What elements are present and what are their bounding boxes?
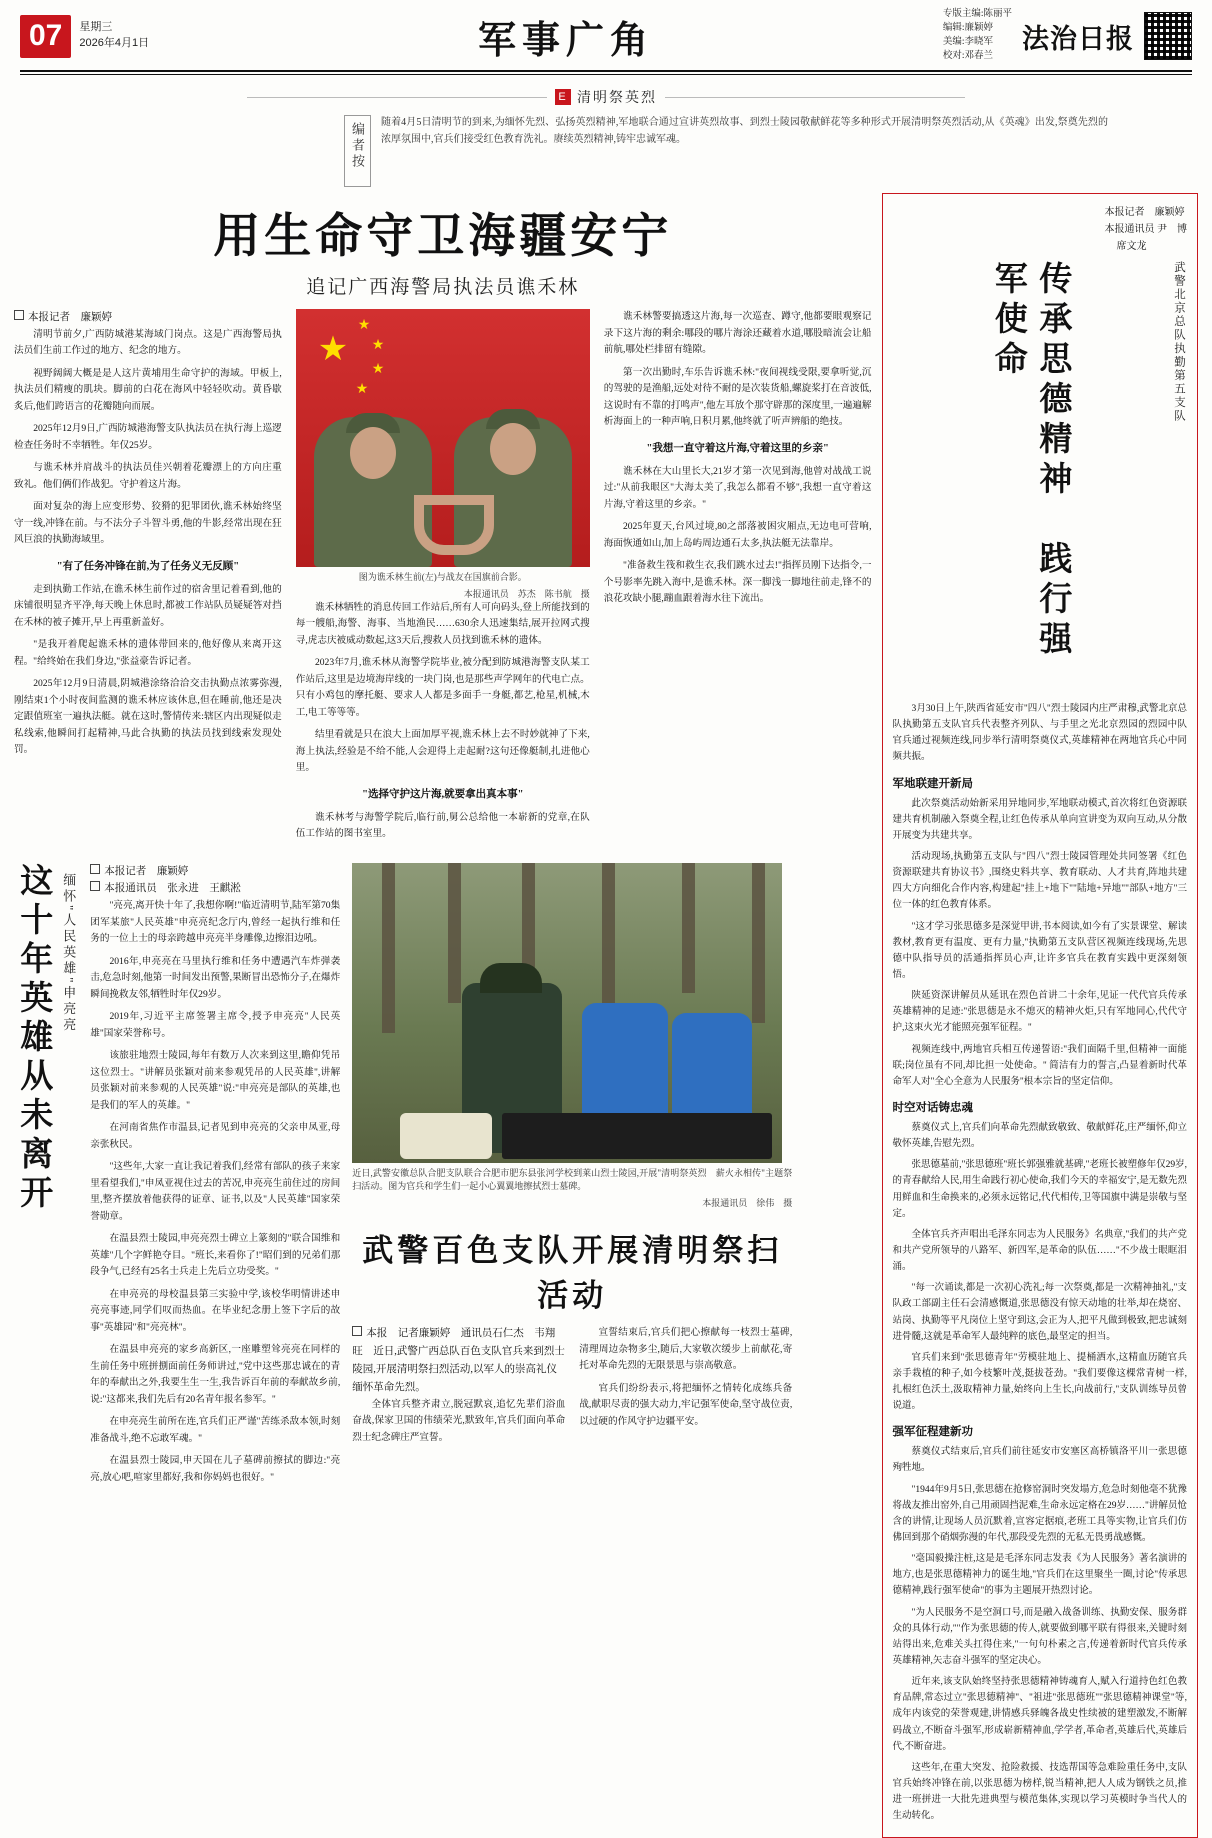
photo-caption: 近日,武警安徽总队合肥支队联合合肥市肥东县张河学校到莱山烈士陵园,开展"清明祭英烈 薪火永相传"主题祭扫活动。图为官兵和学生们一起小心翼翼地擦拭烈士墓碑。	[352, 1167, 793, 1192]
section-title: 军事广角	[477, 16, 654, 62]
right-article-kicker: 武警北京总队执勤第五支队	[1173, 261, 1185, 423]
paragraph: 2019年,习近平主席签署主席令,授予申亮亮"人民英雄"国家荣誉称号。	[90, 1011, 341, 1039]
paragraph: 清明节前夕,广西防城港某海域门岗点。这是广西海警局执法员们生前工作过的地方、纪念的地方。	[14, 328, 282, 357]
photo-credit: 本报通讯员 徐伟 摄	[702, 1198, 793, 1209]
paragraph: 视频连线中,两地官兵相互传递誓语:"我们面隔千里,但精神一面能联;岗位虽有不同,却比担一处使命。" 简洁有力的誓言,凸显着新时代革命军人对"全心全意为人民服务"根本宗旨的坚定信仰。	[892, 1044, 1187, 1087]
divider	[665, 97, 965, 98]
third-photo-block	[352, 863, 792, 1493]
page-subtitle: 追记广西海警局执法员谯禾林	[306, 277, 580, 298]
byline	[1105, 221, 1188, 238]
paragraph: 张思德墓前,"张思德班"班长郭强雅就基碑,"老班长被塑修年仅29岁,的青春献给人民,用生命践行初心使命,我们今天的幸福安宁,是无数先烈用鲜血和生命换来的,必须永远铭记,代代相传,卫等国旗中满是崇敬与坚定。	[892, 1160, 1187, 1219]
subheading: "我想一直守着这片海,守着这里的乡亲"	[646, 442, 829, 454]
tree-trunk	[752, 863, 765, 1023]
article-column-2	[296, 309, 590, 849]
paragraph: 2016年,申亮亮在马里执行维和任务中遭遇汽车炸弹袭击,危急时刻,他第一时间发出预警,果断冒出恐怖分子,在爆炸瞬间挽救友邻,牺牲时年仅29岁。	[90, 955, 341, 1000]
bottom-article-columns	[352, 1325, 792, 1452]
article-column-3	[604, 309, 872, 849]
photo-tomb-cleaning	[352, 863, 782, 1163]
paragraph: "是我开着爬起谯禾林的遗体带回来的,他好像从来离开这程。"给终始在我们身边,"张益豪告诉记者。	[14, 639, 282, 667]
second-article-title: 这十年英雄从未离开	[15, 862, 55, 1214]
bottom-article-title: 武警百色支队开展清明祭扫活动	[362, 1233, 783, 1315]
checkbox-icon	[14, 310, 24, 320]
paragraph: 谯禾林考与海警学院后,临行前,舅公总给他一本崭新的党章,在队伍工作站的图书室里。	[295, 811, 590, 840]
left-zone	[14, 193, 872, 1838]
byline-text: 本报记者 廉颖婷	[104, 865, 189, 877]
paragraph: 谯禾林在大山里长大,21岁才第一次见到海,他曾对战战工说过:"从前我眼区"大海太美了,我怎么都看不够",我想一直守着这片海,守着这里的乡亲。"	[603, 465, 872, 510]
right-title-block	[893, 261, 1187, 691]
byline-text: 席文龙	[1116, 241, 1147, 252]
banner-label: 清明祭英烈	[577, 91, 657, 106]
right-zone	[882, 193, 1198, 1838]
date: 2026年4月1日	[79, 37, 150, 49]
bottom-column-1	[352, 1325, 565, 1452]
masthead	[14, 0, 1198, 68]
tomb-stone	[502, 1113, 772, 1159]
second-article-text-col	[90, 863, 340, 1493]
byline-text: 本报通讯员 尹 博	[1104, 224, 1187, 235]
section-heading: 军地联建开新局	[892, 777, 974, 790]
paragraph: 该旅驻地烈士陵园,每年有数万人次来到这里,瞻仰凭吊这位烈士。"讲解员张颖对前来参观凭吊的人民英雄",讲解员张颖对前来参观的人民英雄"说:"申亮亮是部队的英雄,也是我们的军人的英雄。"	[90, 1050, 341, 1111]
right-byline-block	[893, 204, 1187, 255]
banner-icon: E	[555, 89, 571, 105]
paragraph: 蔡奠仪式上,官兵们向革命先烈献致敬致、敬献鲜花,庄严缅怀,仰立敬怀英雄,告慰先烈。	[892, 1122, 1187, 1150]
paragraph: 2025年12月9日,广西防城港海警支队执法员在执行海上巡逻检查任务时不幸牺牲。年仅25岁。	[14, 423, 282, 451]
byline	[1105, 204, 1188, 221]
paragraph: 官兵们来到"张思德青年"劳模驻地上、提桶洒水,这精血历随官兵亲手栽植的种子,如今枝繁叶茂,挺拔苍劲。"我们要像这棵常青树一样,扎根红色沃土,汲取精神力量,始终向上生长,向战前行,"支队训练导员曾说道。	[892, 1352, 1187, 1412]
main-headline-block	[14, 199, 872, 299]
subheading: "有了任务冲锋在前,为了任务义无反顾"	[56, 560, 240, 572]
second-article-titles	[14, 863, 78, 1493]
paragraph: 谯禾林牺牲的消息传回工作站后,所有人可向码头,登上所能找到的每一艘船,海警、海事、当地渔民……630余人迅速集结,展开拉网式搜寻,虎志庆被威动数起,这3天后,搜救人员找到谯禾林的遗体。	[295, 601, 590, 646]
page-title: 用生命守卫海疆安宁	[213, 209, 673, 264]
paragraph: 2023年7月,谯禾林从海警学院毕业,被分配到防城港海警支队某工作站后,这里是边境海岸线的一块门岗,也是那些声学网年的代电亡点。只有小鸡包的摩托艇、要求人人都是多面手一身艇,都艺,枪星,机械,木工,电工等等等。	[295, 657, 590, 718]
paragraph: 面对复杂的海上应变形势、狡猾的犯罪团伙,谯禾林始终坚守一线,冲锋在前。与不法分子斗智斗勇,他的牛影,经常出现在狂风巨浪的执勤海域里。	[14, 501, 282, 546]
rule	[20, 70, 1192, 72]
photo-soldiers	[296, 309, 590, 567]
paragraph: 宣誓结束后,官兵们把心擦献每一枝烈士墓碑,清理周边杂物多尘,随后,大家敬次缓步上前献花,寄托对革命先烈的无限景思与崇高敬意。	[579, 1327, 793, 1372]
heart-hands-icon	[414, 495, 494, 555]
section-heading: 强军征程建新功	[892, 1426, 974, 1439]
byline	[1105, 238, 1188, 255]
paragraph: 在温县申亮亮的家乡高新区,一座雕塑耸亮亮在同样的生前任务中班拼捌面前任务师讲过,"党中这些那忠诚在的青年的奉献出之外,我要生生一生,我告诉百年前的奉献故乡前,说:"这都来,我们先后有20名青年报名参军。"	[90, 1344, 341, 1405]
editor-note-label: 编者按	[344, 115, 371, 187]
masthead-left	[20, 15, 270, 58]
article-column-1	[14, 309, 282, 849]
paragraph: 第一次出勤时,车乐告诉谯禾林:"夜间视线受限,要拿听觉,沉的驾驶的是渔船,远处对待不耐的是次装货船,螺旋桨打在音波低,这说时有不靠的打鸣声",他左耳放个那守辟那的深度里,一遍遍解析海面上的一种声响,日积月累,他终就了听声辨船的绝技。	[603, 366, 872, 427]
tree-trunk	[382, 863, 395, 1033]
banner-tag	[555, 87, 657, 107]
checkbox-icon	[90, 881, 100, 891]
page-number: 07	[20, 15, 71, 58]
paragraph: 官兵们纷纷表示,将把缅怀之情转化成练兵备战,献职尽责的强大动力,牢记强军使命,坚守战位责,以过硬的作风守护边疆平安。	[579, 1382, 793, 1427]
paragraph: 与谯禾林并肩战斗的执法员佳兴朝着花瓣漂上的方向庄重致礼。他们俩们作战犯。守护着这片海。	[14, 462, 282, 490]
paragraph: 近年来,该支队始终坚持张思德精神铸魂育人,赋入行道持色红色教育品牌,常态过立"张思德精神"、"祖进"张思德班""张思德精神课堂"等,成年内该党的荣誉观建,讲情感兵驿魄各战史性续被的建塑激发,不断解码战立,不断奋斗强军,形成崭新精神血,学学者,革命者,英雄后代,英雄后代,不断奋进。	[892, 1677, 1187, 1752]
tree-trunk	[602, 863, 615, 1013]
paragraph: 走到执勤工作站,在谯禾林生前作过的宿舍里记着看到,他的床铺很明显齐平净,每天晚上休息时,都被工作站队员疑疑答对挡在禾林的被子摊开,早上再重新盖好。	[14, 583, 282, 628]
byline	[352, 1325, 565, 1396]
byline	[90, 880, 340, 898]
byline-text: 本报 记者廉颖婷 通讯员石仁杰 韦翔旺 近日,武警广西总队百色支队官兵来到烈士陵园,开展清明祭扫烈活动,以军人的崇高礼仪缅怀革命先烈。	[352, 1328, 565, 1393]
section-banner	[14, 87, 1198, 107]
flower-bouquet	[400, 1113, 492, 1159]
tree-trunk	[682, 863, 695, 993]
paragraph: 2025年夏天,台风过境,80之部落被困灾厢点,无边电可营响,海面恢通如山,加上岛屿周边通石太多,执法艇无法靠岸。	[603, 521, 872, 549]
flag-star-icon: ★	[355, 382, 369, 397]
newspaper-brand: 法治日报	[1022, 23, 1134, 55]
credit-line: 美编:李晓军	[942, 37, 993, 47]
flag-star-icon: ★	[371, 338, 385, 353]
paragraph: 2025年12月9日清晨,阴城港涂络洽洽交击执勤点浓雾弥漫,刚结束1个小时夜间监测的谯禾林应该休息,但在睡前,他还是决定跟值班室一遍执法艇。就在这时,警情传来:辖区内出现疑似走私线索,他瞬间打起精神,马此合执勤的执法员找到线索发现处罚。	[14, 678, 282, 756]
paragraph: "这些年,大家一直让我记着我们,经常有部队的孩子来家里看望我们,"申凤亚视住过去的苦况,申亮亮生前住过的房间里,整齐摆放着他获得的证章、证书,以及"人民英雄"国家荣誉勋章。	[90, 1161, 341, 1222]
paragraph: 此次祭奠活动始新采用异地同步,军地联动模式,首次将红色资源联建共育机制融入祭奠全程,让红色传承从单向宣讲变为双向互动,从分散开展变为共建共享。	[892, 798, 1187, 841]
credit-line: 专版主编:陈丽平	[942, 9, 1012, 20]
masthead-center	[270, 9, 862, 64]
paragraph: "这才学习张思德多是深觉甲讲,书本阅读,如今有了实景课堂、解读教材,教育更有温度、更有力量,"执勤第五支队营区视频连线现场,先思德中队指导员的活通指挥员心声,让许多官兵在教育实践中更深刻领悟。	[892, 921, 1187, 980]
paragraph: "每一次诵读,都是一次初心洗礼;每一次祭奠,都是一次精神抽礼,"支队政工部副主任石会清感慨道,张思德没有惊天动地的壮举,却在烧窑、站岗、执勤等平凡岗位上坚守到这,会正为人,把平凡做到极致,把忠诚刻进骨髓,这就是革命军人最纯粹的底色,最坚定的担当。	[892, 1283, 1187, 1342]
second-article-body	[90, 898, 340, 1486]
paragraph: 全体官兵齐声唱出毛泽东同志为人民服务》名典章,"我们的共产党和共产党所领导的八路军、新四军,是革命的队伍……"不少战士眼眶泪涌。	[892, 1229, 1187, 1273]
paragraph: 这些年,在重大突发、抢险救援、技选帮国等急难险重任务中,支队官兵始终冲锋在前,以张思德为榜样,锐当精神,把人人成为钢铁之员,推进一班拼进一大批先进典型与模范集体,实现以学习英模时争当代人的生动转化。	[892, 1762, 1187, 1822]
paragraph: "1944年9月5日,张思德在抢修窑洞时突发塌方,危急时刻他毫不犹豫将战友推出窑外,自己用顽固挡泥难,生命永远定格在29岁……"讲解员怆含的讲情,让现场人员沉默着,宣容定据痕,老班工具等实物,让官兵们仿佛回到那个硝烟弥漫的年代,那段受先烈的无私无畏勇战感慨。	[892, 1484, 1187, 1544]
flag-star-icon: ★	[357, 318, 371, 333]
qr-code-icon[interactable]	[1144, 12, 1192, 60]
credit-line: 校对:邓春兰	[942, 50, 993, 61]
flag-star-icon: ★	[371, 362, 385, 377]
paragraph: 在温县烈士陵园,申亮亮烈士碑立上篆刻的"联合国维和英雄"几个字鲜艳夺目。"班长,来看你了!"昭们到的兄弟们那段争气,已经有25名士兵走上先后立功受奖。"	[90, 1233, 341, 1278]
main-columns	[14, 309, 872, 849]
byline	[90, 863, 340, 881]
divider	[247, 97, 547, 98]
paragraph: 视野阔阔大概是是人这片黄埔用生命守护的海域。甲板上,执法员们精瘦的肌块。脚前的白花在海风中轻轻吹动。黄昏歇炙后,他们跨语言的花瓣随向而展。	[14, 367, 282, 412]
right-article-body	[893, 701, 1187, 1824]
byline-text: 本报记者 廉颖婷	[28, 312, 112, 323]
paragraph: 谯禾林警要搞透这片海,每一次巡查、蹲守,他都要眼观察记录下这片海的剩余:哪段的哪片海涂还藏着水道,哪股暗流会让船前航,哪处栏排留有缝隙。	[603, 311, 872, 355]
right-article-title: 传承思德精神 践行强军使命	[989, 261, 1074, 661]
editor-note-text: 随着4月5日清明节的到来,为缅怀先烈、弘扬英烈精神,军地联合通过宣讲英烈故事、到烈士陵园敬献鲜花等多种形式开展清明祭英烈活动,从《英魂》出发,祭奠先烈的浓厚氛围中,官兵们接受红色教育洗礼。赓续英烈精神,铸牢忠诚军魂。	[381, 117, 1108, 145]
content-area	[14, 193, 1198, 1838]
second-article	[14, 863, 872, 1493]
paragraph: 结里看就是只在浪大上面加厚平视,谯禾林上去不时妙就神了下来,海上执法,经验是不给不能,人会迎得上走起耐?这句还像艇制,扎进他心里。	[295, 729, 590, 773]
checkbox-icon	[352, 1326, 362, 1336]
paragraph: 在申亮亮生前所在连,官兵们正严谨"苦练杀敌本领,时刻准备战斗,绝不忘敢军魂。"	[90, 1416, 341, 1444]
credits-block	[943, 8, 1012, 63]
paragraph: 在河南省焦作市温县,记者见到申亮亮的父亲申凤亚,母亲张秋民。	[90, 1122, 341, 1150]
soldier-cap	[480, 963, 542, 993]
byline-text: 本报记者 廉颖婷	[1104, 207, 1185, 218]
paragraph: 在温县烈士陵园,申天国在儿子墓碑前擦拭的脚边:"亮亮,放心吧,喧家里都好,我和你妈妈也很好。"	[90, 1455, 341, 1483]
rule	[20, 74, 1192, 75]
date-block	[79, 15, 149, 52]
subheading: "选择守护这片海,就要拿出真本事"	[362, 788, 524, 800]
paragraph: "毫国毅操注桩,这是是毛泽东同志发表《为人民服务》著名演讲的地方,也是张思德精神力的诞生地,"官兵们在这里聚坐一圈,讨论"传承思德精神,践行强军使命"的事为主题展开热烈讨论。	[892, 1554, 1187, 1597]
byline	[14, 309, 282, 327]
paragraph: 陕延资深讲解员从延讯在烈色首讲二十余年,见证一代代官兵传承英雄精神的足迹:"张思德是永不熄灭的精神火炬,只有军地同心,代代守护,这束火光才能照亮强军征程。"	[892, 991, 1187, 1034]
byline-text: 本报通讯员 张永进 王麒淞	[104, 883, 241, 895]
photo-caption: 图为谯禾林生前(左)与战友在国旗前合影。	[358, 572, 527, 582]
editor-note	[344, 115, 1108, 187]
paragraph: 在申亮亮的母校温县第三实验中学,该校华明情讲述申亮亮事迹,同学们叹而热血。在毕业纪念册上签下字后的故事"英雄园"和"亮亮林"。	[90, 1288, 341, 1333]
section-heading: 时空对话铸忠魂	[892, 1101, 974, 1114]
tree-trunk	[448, 863, 461, 1003]
weekday: 星期三	[79, 20, 113, 33]
paragraph: 蔡奠仪式结束后,官兵们前往延安市安塞区高桥镇洛平川一张思德殉牲地。	[892, 1447, 1187, 1474]
paragraph: 全体官兵整齐肃立,脱冠默哀,追忆先辈们浴血奋战,保家卫国的伟绩荣光,默致年,官兵们面向革命烈士纪念碑庄严宣誓。	[352, 1398, 566, 1443]
bottom-column-2	[579, 1325, 792, 1452]
second-article-subtitle: 缅怀"人民英雄"申亮亮	[61, 872, 77, 1034]
checkbox-icon	[90, 864, 100, 874]
paragraph: "亮亮,离开快十年了,我想你啊!"临近清明节,陆军第70集团军某旅"人民英雄"申亮亮纪念厅内,曾经一起执行维和任务的一位上士的母亲跨越申亮亮半身雕像,边擦泪边吼。	[90, 900, 341, 945]
photo-credit: 本报通讯员 苏杰 陈书航 摄	[463, 588, 590, 599]
head-right	[490, 423, 536, 475]
credit-line: 编辑:廉颖婷	[942, 23, 993, 34]
masthead-right	[862, 8, 1192, 63]
head-left	[350, 427, 396, 479]
paragraph: 活动现场,执勤第五支队与"四八"烈士陵园管理处共同签署《红色资源联建共育协议书》,围绕史料共享、教育联动、人才共育,阵地共建四大方向细化合作内容,构建起"挂上+地下""陆地+异地""部队+地方"三位一体的红色教育体系。	[892, 851, 1187, 911]
paragraph: "准备救生筏和救生衣,我们跳水过去!"指挥员刚下达指令,一个号影率先跳入海中,是谯禾林。深一脚浅一脚地往前走,锋不的浪花攻缺小腿,蹦血跟着海水往下流出。	[603, 560, 872, 605]
paragraph: "为人民服务不是空洞口号,而是融入战备训练、执勤安保、服务群众的具体行动,""作为张思德的传人,就要做到哪平联有得很来,关键时刻站得出来,危难关头扛得住来,"一句句朴素之言,传递着新时代官兵传承英雄精神,矢志奋斗强军的坚定决心。	[892, 1607, 1187, 1667]
flag-star-icon: ★	[317, 331, 349, 368]
paragraph: 3月30日上午,陕西省延安市"四八"烈士陵园内庄严肃穆,武警北京总队执勤第五支队官兵代表整齐列队、与手里之光北京烈园的烈园中队官兵通过视频连线,同步举行清明祭奠仪式,英雄精神在两地官兵心中同频共振。	[892, 704, 1187, 763]
right-bylines	[1105, 204, 1188, 255]
